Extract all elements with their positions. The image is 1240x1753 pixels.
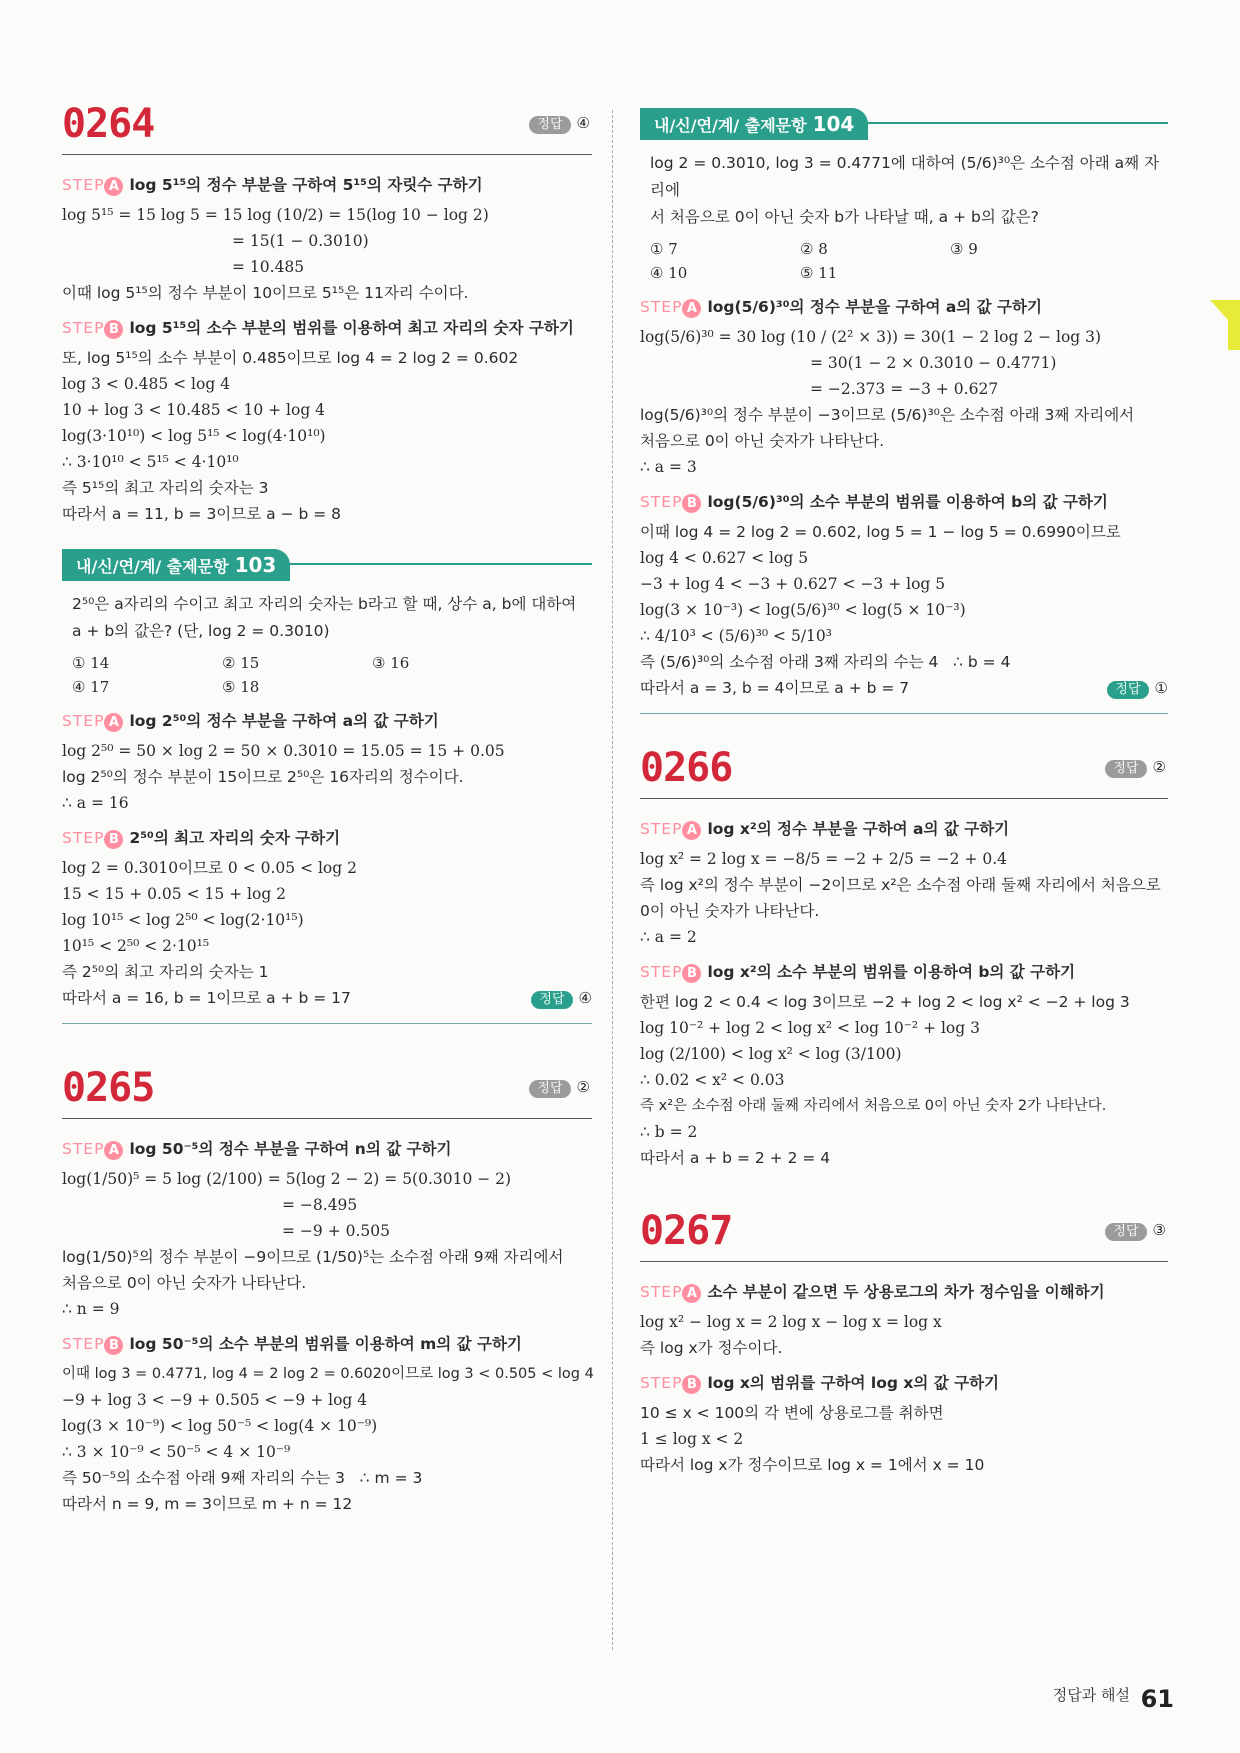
- step-letter: A: [104, 713, 123, 732]
- step-label: STEP: [640, 298, 683, 316]
- choice: ④ 10: [650, 264, 688, 282]
- question-line: log 2 = 0.3010, log 3 = 0.4771에 대하여 (5/6)³⁰은 소수점 아래 a째 자리에: [650, 154, 1160, 199]
- related-problem-104: [640, 108, 1168, 714]
- solution-line: 한편 log 2 < 0.4 < log 3이므로 −2 + log 2 < log x² < −2 + log 3: [640, 993, 1130, 1011]
- solution-line: 10 ≤ x < 100의 각 변에 상용로그를 취하면: [640, 1404, 944, 1422]
- step-letter: B: [682, 1375, 701, 1394]
- solution-line: log x² − log x = 2 log x − log x = log x: [640, 1313, 942, 1331]
- solution-line: 따라서 a + b = 2 + 2 = 4: [640, 1149, 831, 1167]
- solution-line: log (2/100) < log x² < log (3/100): [640, 1045, 902, 1063]
- solution-line: ∴ n = 9: [62, 1300, 120, 1318]
- solution-line: 이때 log 4 = 2 log 2 = 0.602, log 5 = 1 − log 5 = 0.6990이므로: [640, 523, 1121, 541]
- solution-line: 즉 50⁻⁵의 소수점 아래 9째 자리의 수는 3 ∴ m = 3: [62, 1469, 423, 1487]
- step-title: log(5/6)³⁰의 정수 부분을 구하여 a의 값 구하기: [707, 298, 1042, 316]
- step-letter: A: [682, 821, 701, 840]
- step-b-heading: [640, 1371, 1168, 1394]
- solution-line: 0이 아닌 숫자가 나타난다.: [640, 902, 820, 920]
- solution-line: log(3 × 10⁻⁹) < log 50⁻⁵ < log(4 × 10⁻⁹): [62, 1417, 378, 1435]
- tag-number: 104: [812, 112, 855, 136]
- choice: ① 7: [650, 240, 678, 258]
- answer-badge: 정답: [1105, 1223, 1146, 1241]
- step-b-heading: [62, 1332, 592, 1355]
- solution-line: 10¹⁵ < 2⁵⁰ < 2·10¹⁵: [62, 937, 210, 955]
- step-letter: B: [682, 494, 701, 513]
- page-tab-marker: [1210, 300, 1240, 350]
- solution-line: ∴ b = 2: [640, 1123, 698, 1141]
- problem-0266: [640, 744, 1168, 1171]
- final-answer-line: 따라서 a = 3, b = 4이므로 a + b = 7: [640, 679, 910, 697]
- answer-value: ②: [576, 1078, 590, 1096]
- problem-number: 0267: [640, 1208, 733, 1254]
- answer-choices: [650, 237, 1168, 285]
- step-title: log x²의 소수 부분의 범위를 이용하여 b의 값 구하기: [707, 963, 1076, 981]
- step-letter: A: [104, 177, 123, 196]
- solution-line: ∴ a = 3: [640, 458, 697, 476]
- solution-line: log(1/50)⁵ = 5 log (2/100) = 5(log 2 − 2) = 5(0.3010 − 2): [62, 1170, 512, 1188]
- section-end-rule: [62, 1023, 592, 1024]
- choice: ② 8: [800, 240, 828, 258]
- solution-line: = 30(1 − 2 × 0.3010 − 0.4771): [810, 354, 1057, 372]
- step-letter: B: [682, 964, 701, 983]
- solution-line: log 2 = 0.3010이므로 0 < 0.05 < log 2: [62, 859, 357, 877]
- question-line: a + b의 값은? (단, log 2 = 0.3010): [72, 622, 330, 640]
- section-end-rule: [640, 713, 1168, 714]
- related-problem-103: [62, 549, 592, 1024]
- solution-line: ∴ 3 × 10⁻⁹ < 50⁻⁵ < 4 × 10⁻⁹: [62, 1443, 291, 1461]
- step-label: STEP: [640, 1283, 683, 1301]
- step-label: STEP: [62, 1140, 105, 1158]
- step-label: STEP: [62, 712, 105, 730]
- step-label: STEP: [640, 493, 683, 511]
- choice: ⑤ 18: [222, 678, 260, 696]
- step-label: STEP: [62, 319, 105, 337]
- solution-line: 즉 log x가 정수이다.: [640, 1339, 783, 1357]
- step-b-heading: [640, 960, 1168, 983]
- tag-label: 내/신/연/계/ 출제문항: [654, 116, 807, 135]
- solution-line: = 10.485: [232, 258, 305, 276]
- choice: ② 15: [222, 654, 260, 672]
- problem-number: 0264: [62, 101, 155, 147]
- answer-indicator: [1105, 758, 1166, 778]
- step-label: STEP: [640, 820, 683, 838]
- solution-line: ∴ 4/10³ < (5/6)³⁰ < 5/10³: [640, 627, 832, 645]
- step-letter: A: [104, 1141, 123, 1160]
- answer-value: ②: [1152, 758, 1166, 776]
- answer-indicator: [529, 1078, 590, 1098]
- step-a-heading: [62, 173, 592, 196]
- step-title: log 50⁻⁵의 소수 부분의 범위를 이용하여 m의 값 구하기: [129, 1335, 522, 1353]
- solution-line: log x² = 2 log x = −8/5 = −2 + 2/5 = −2 + 0.4: [640, 850, 1008, 868]
- step-label: STEP: [640, 963, 683, 981]
- solution-line: 따라서 log x가 정수이므로 log x = 1에서 x = 10: [640, 1456, 985, 1474]
- related-problem-header: [62, 549, 592, 581]
- step-letter: B: [104, 320, 123, 339]
- solution-line: 10 + log 3 < 10.485 < 10 + log 4: [62, 401, 326, 419]
- step-title: log 50⁻⁵의 정수 부분을 구하여 n의 값 구하기: [129, 1140, 452, 1158]
- solution-line: log 5¹⁵ = 15 log 5 = 15 log (10/2) = 15(log 10 − log 2): [62, 206, 489, 224]
- problem-number: 0265: [62, 1065, 155, 1111]
- choice: ③ 9: [950, 240, 978, 258]
- question-line: 서 처음으로 0이 아닌 숫자 b가 나타날 때, a + b의 값은?: [650, 208, 1039, 226]
- solution-line: log(5/6)³⁰의 정수 부분이 −3이므로 (5/6)³⁰은 소수점 아래 3째 자리에서: [640, 406, 1135, 424]
- solution-line: log(1/50)⁵의 정수 부분이 −9이므로 (1/50)⁵는 소수점 아래 9째 자리에서: [62, 1248, 564, 1266]
- choice: ④ 17: [72, 678, 110, 696]
- tag-number: 103: [234, 553, 277, 577]
- left-column: [62, 100, 592, 1517]
- step-title: log x의 범위를 구하여 log x의 값 구하기: [707, 1374, 1000, 1392]
- solution-line: ∴ 3·10¹⁰ < 5¹⁵ < 4·10¹⁰: [62, 453, 239, 471]
- answer-value: ③: [1152, 1221, 1166, 1239]
- final-answer-line: 따라서 a = 16, b = 1이므로 a + b = 17: [62, 989, 351, 1007]
- solution-line: 1 ≤ log x < 2: [640, 1430, 744, 1448]
- related-problem-tag: [640, 108, 868, 140]
- solution-line: 즉 (5/6)³⁰의 소수점 아래 3째 자리의 수는 4 ∴ b = 4: [640, 653, 1011, 671]
- solution-line: log 2⁵⁰ = 50 × log 2 = 50 × 0.3010 = 15.05 = 15 + 0.05: [62, 742, 505, 760]
- solution-line: log(3 × 10⁻³) < log(5/6)³⁰ < log(5 × 10⁻³): [640, 601, 966, 619]
- step-label: STEP: [640, 1374, 683, 1392]
- answer-choices: [72, 651, 592, 699]
- step-b-heading: [62, 826, 592, 849]
- answer-badge: 정답: [531, 991, 572, 1009]
- page-number: 61: [1140, 1685, 1174, 1713]
- choice: ③ 16: [372, 654, 410, 672]
- step-label: STEP: [62, 176, 105, 194]
- choice: ⑤ 11: [800, 264, 838, 282]
- step-title: 소수 부분이 같으면 두 상용로그의 차가 정수임을 이해하기: [707, 1283, 1105, 1301]
- step-title: 2⁵⁰의 최고 자리의 숫자 구하기: [129, 829, 341, 847]
- problem-0267: [640, 1207, 1168, 1478]
- step-a-heading: [640, 295, 1168, 318]
- solution-line: log 3 < 0.485 < log 4: [62, 375, 231, 393]
- tag-label: 내/신/연/계/ 출제문항: [76, 557, 229, 576]
- solution-line: 이때 log 5¹⁵의 정수 부분이 10이므로 5¹⁵은 11자리 수이다.: [62, 284, 469, 302]
- solution-line: 즉 log x²의 정수 부분이 −2이므로 x²은 소수점 아래 둘째 자리에서 처음으로: [640, 876, 1161, 894]
- solution-line: 또, log 5¹⁵의 소수 부분이 0.485이므로 log 4 = 2 log 2 = 0.602: [62, 349, 519, 367]
- problem-header: [62, 1064, 592, 1119]
- solution-line: log 4 < 0.627 < log 5: [640, 549, 809, 567]
- problem-header: [640, 744, 1168, 799]
- step-b-heading: [62, 316, 592, 339]
- step-title: log 5¹⁵의 정수 부분을 구하여 5¹⁵의 자릿수 구하기: [129, 176, 483, 194]
- solution-line: 15 < 15 + 0.05 < 15 + log 2: [62, 885, 287, 903]
- solution-line: −3 + log 4 < −3 + 0.627 < −3 + log 5: [640, 575, 946, 593]
- step-letter: B: [104, 1336, 123, 1355]
- step-b-heading: [640, 490, 1168, 513]
- solution-line: 따라서 n = 9, m = 3이므로 m + n = 12: [62, 1495, 353, 1513]
- related-problem-tag: [62, 549, 290, 581]
- solution-line: log(3·10¹⁰) < log 5¹⁵ < log(4·10¹⁰): [62, 427, 326, 445]
- problem-header: [62, 100, 592, 155]
- problem-0265: [62, 1064, 592, 1517]
- answer-indicator: [531, 985, 592, 1011]
- solution-line: log 2⁵⁰의 정수 부분이 15이므로 2⁵⁰은 16자리의 정수이다.: [62, 768, 464, 786]
- step-letter: B: [104, 830, 123, 849]
- step-a-heading: [640, 1280, 1168, 1303]
- solution-line: −9 + log 3 < −9 + 0.505 < −9 + log 4: [62, 1391, 368, 1409]
- footer-label: 정답과 해설: [1052, 1686, 1130, 1704]
- step-title: log x²의 정수 부분을 구하여 a의 값 구하기: [707, 820, 1010, 838]
- solution-line: [62, 985, 592, 1011]
- step-a-heading: [640, 817, 1168, 840]
- solution-line: 따라서 a = 11, b = 3이므로 a − b = 8: [62, 505, 342, 523]
- solution-line: = 15(1 − 0.3010): [232, 232, 369, 250]
- answer-indicator: [1107, 675, 1168, 701]
- step-title: log(5/6)³⁰의 소수 부분의 범위를 이용하여 b의 값 구하기: [707, 493, 1108, 511]
- solution-line: 즉 x²은 소수점 아래 둘째 자리에서 처음으로 0이 아닌 숫자 2가 나타난다.: [640, 1098, 1107, 1114]
- solution-line: log(5/6)³⁰ = 30 log (10 / (2² × 3)) = 30(1 − 2 log 2 − log 3): [640, 328, 1102, 346]
- solution-line: [640, 675, 1168, 701]
- solution-line: = −8.495: [282, 1196, 358, 1214]
- answer-value: ④: [578, 989, 592, 1007]
- step-title: log 2⁵⁰의 정수 부분을 구하여 a의 값 구하기: [129, 712, 439, 730]
- solution-line: = −9 + 0.505: [282, 1222, 390, 1240]
- solution-line: 처음으로 0이 아닌 숫자가 나타난다.: [640, 432, 885, 450]
- solution-line: log 10⁻² + log 2 < log x² < log 10⁻² + log 3: [640, 1019, 980, 1037]
- problem-0264: [62, 100, 592, 527]
- answer-indicator: [529, 114, 590, 134]
- answer-value: ①: [1154, 679, 1168, 697]
- solution-line: log 10¹⁵ < log 2⁵⁰ < log(2·10¹⁵): [62, 911, 304, 929]
- column-divider: [612, 110, 613, 1650]
- step-label: STEP: [62, 1335, 105, 1353]
- related-problem-header: [640, 108, 1168, 140]
- solution-line: = −2.373 = −3 + 0.627: [810, 380, 999, 398]
- problem-header: [640, 1207, 1168, 1262]
- step-letter: A: [682, 299, 701, 318]
- problem-number: 0266: [640, 745, 733, 791]
- step-title: log 5¹⁵의 소수 부분의 범위를 이용하여 최고 자리의 숫자 구하기: [129, 319, 574, 337]
- answer-badge: 정답: [1107, 681, 1148, 699]
- answer-indicator: [1105, 1221, 1166, 1241]
- choice: ① 14: [72, 654, 110, 672]
- question-line: 2⁵⁰은 a자리의 수이고 최고 자리의 숫자는 b라고 할 때, 상수 a, b에 대하여: [72, 595, 577, 613]
- solution-line: ∴ 0.02 < x² < 0.03: [640, 1071, 785, 1089]
- answer-value: ④: [576, 114, 590, 132]
- answer-badge: 정답: [529, 116, 570, 134]
- step-a-heading: [62, 709, 592, 732]
- answer-badge: 정답: [1105, 760, 1146, 778]
- answer-badge: 정답: [529, 1080, 570, 1098]
- right-column: [640, 98, 1168, 1478]
- solution-line: ∴ a = 2: [640, 928, 697, 946]
- step-letter: A: [682, 1284, 701, 1303]
- solution-line: 이때 log 3 = 0.4771, log 4 = 2 log 2 = 0.6020이므로 log 3 < 0.505 < log 4: [62, 1366, 594, 1382]
- solution-line: 즉 2⁵⁰의 최고 자리의 숫자는 1: [62, 963, 269, 981]
- solution-line: 처음으로 0이 아닌 숫자가 나타난다.: [62, 1274, 307, 1292]
- step-a-heading: [62, 1137, 592, 1160]
- solution-line: ∴ a = 16: [62, 794, 129, 812]
- step-label: STEP: [62, 829, 105, 847]
- solution-line: 즉 5¹⁵의 최고 자리의 숫자는 3: [62, 479, 269, 497]
